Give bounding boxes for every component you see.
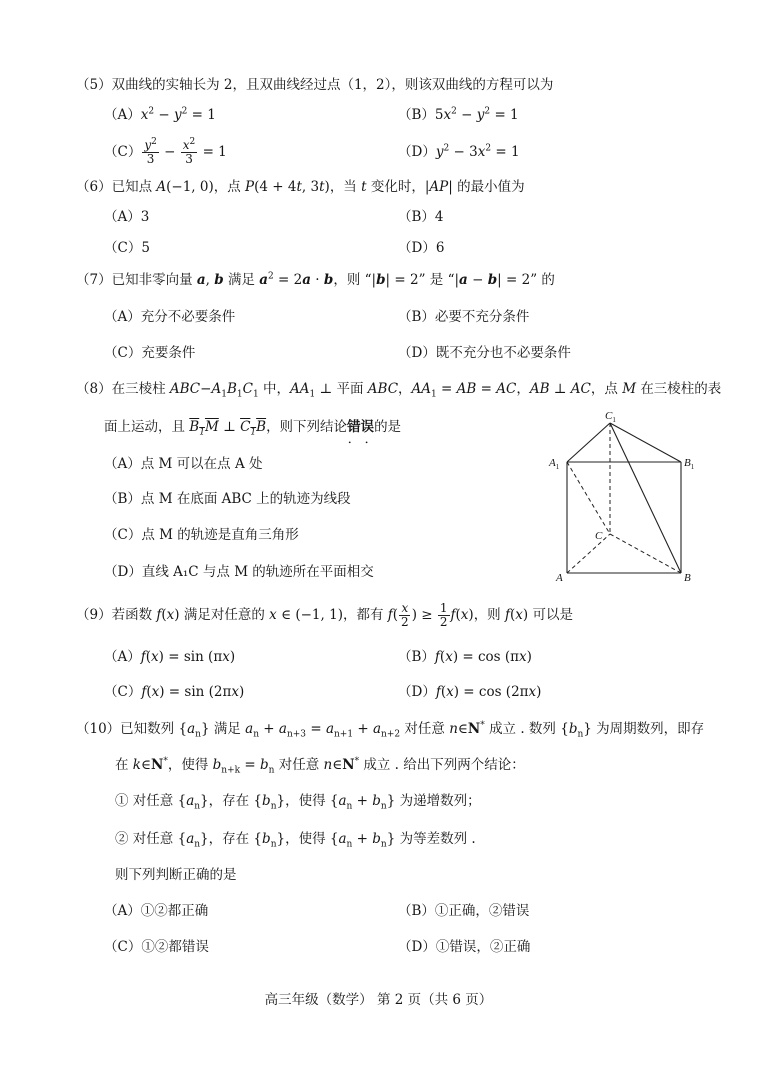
q8-option-c: （C）点 M 的轨迹是直角三角形 (104, 527, 299, 543)
label-a: A (556, 572, 563, 584)
q10-conclusion-2: ② 对任意 $\{a_n\}$，存在 $\{b_n\}$，使得 $\{a_n + b_n\}$ 为等差数列 . (115, 831, 476, 850)
q6-stem: （6）已知点 A(−1, 0)，点 P(4 + 4t, 3t)，当 t 变化时，|AP| 的最小值为 (76, 179, 525, 195)
q7-option-b: （B）必要不充分条件 (398, 309, 530, 325)
q5-option-d: $(D)y^2 - 3x^2 = 1$ (398, 143, 520, 160)
prism-figure (544, 408, 704, 590)
q9-option-a: （A）f(x) = sin (πx) (104, 649, 236, 665)
q10-option-c: （C）①②都错误 (104, 939, 209, 955)
q5-option-a: $(A)x^2 - y^2 = 1$ (104, 106, 216, 123)
q9-option-c: （C）f(x) = sin (2πx) (104, 684, 245, 700)
q6-option-a: （A）3 (104, 209, 150, 225)
q6-option-d: （D）6 (398, 240, 445, 256)
q8-stem-line1: （8）在三棱柱 $ABC-A_1B_1C_1$ 中，$AA_1$ ⊥ 平面 ABC，$AA_1$ = AB = AC，AB ⊥ AC，点 M 在三棱柱的表 (76, 381, 722, 400)
q10-stem-line2: 在 k∈N*，使得 $b_{n+k} = b_n$ 对任意 n∈N* 成立 . 给出下列两个结论： (115, 756, 525, 776)
q10-option-a: （A）①②都正确 (104, 903, 209, 919)
q10-judge: 则下列判断正确的是 (115, 867, 237, 883)
q7-option-a: （A）充分不必要条件 (104, 309, 236, 325)
q6-option-c: （C）5 (104, 240, 150, 256)
page-footer: 高三年级（数学） 第 2 页（共 6 页） (264, 992, 493, 1008)
q10-stem-line1: （10）已知数列 $\{a_n\}$ 满足 $a_n + a_{n+3} = a_{n+1} + a_{n+2}$ 对任意 n∈N* 成立 . 数列 $\{b_n\}$ 为周期数列，即存 (76, 720, 705, 740)
q9-option-b: （B）f(x) = cos (πx) (398, 649, 532, 665)
q7-option-c: （C）充要条件 (104, 345, 196, 361)
q7-option-d: （D）既不充分也不必要条件 (398, 345, 571, 361)
label-a1: $A_1$ (549, 457, 560, 471)
label-b1: $B_1$ (684, 457, 695, 471)
q8-option-d: （D）直线 A₁C 与点 M 的轨迹所在平面相交 (104, 564, 374, 580)
q10-option-d: （D）①错误，②正确 (398, 939, 531, 955)
label-b: B (684, 572, 691, 584)
label-c1: $C_1$ (605, 410, 616, 424)
q9-option-d: （D）f(x) = cos (2πx) (398, 684, 542, 700)
q10-option-b: （B）①正确，②错误 (398, 903, 530, 919)
q10-conclusion-1: ① 对任意 $\{a_n\}$，存在 $\{b_n\}$，使得 $\{a_n + b_n\}$ 为递增数列； (115, 793, 481, 812)
q8-option-b: （B）点 M 在底面 ABC 上的轨迹为线段 (104, 491, 351, 507)
q5-stem: （5）双曲线的实轴长为 2，且双曲线经过点（1，2），则该双曲线的方程可以为 (76, 77, 554, 93)
q6-option-b: （B）4 (398, 209, 444, 225)
q9-stem: （9）若函数 f(x) 满足对任意的 x ∈ (−1, 1)，都有 f( $\frac{x}{2}$ ) ≥ $\frac{1}{2}$ f(x)，则 f(x) 可以是 (76, 601, 573, 629)
q8-stem-line2: 面上运动，且 $B_1M$ ⊥ $C_1B$，则下列结论错误 • •的是 (104, 418, 401, 436)
q5-option-b: $(B)5x^2 - y^2 = 1$ (398, 106, 519, 123)
label-c: C (595, 530, 603, 542)
q7-stem: （7）已知非零向量 a, b 满足 $a^2 = 2a \cdot b$，则 “|b| = 2” 是 “|a − b| = 2” 的 (76, 271, 555, 288)
q8-option-a: （A）点 M 可以在点 A 处 (104, 456, 263, 472)
q5-option-c: （C） $\frac{y^2}{3}$ − $\frac{x^2}{3}$ = 1 (104, 137, 227, 166)
